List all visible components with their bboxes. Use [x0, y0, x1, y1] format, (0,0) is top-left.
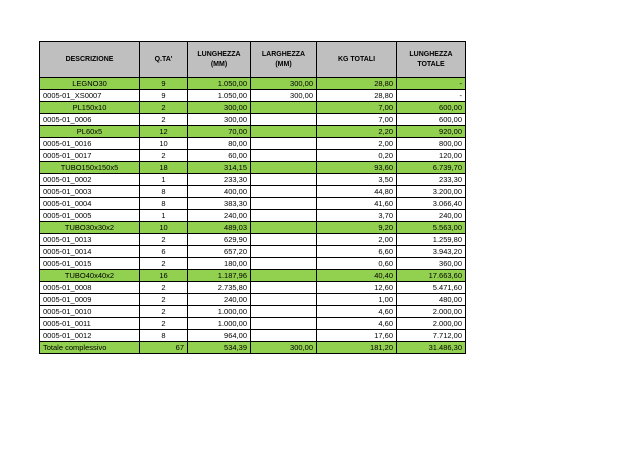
kg-totali-cell: 12,60: [317, 282, 397, 294]
kg-totali-cell: 3,70: [317, 210, 397, 222]
quantita-cell: 2: [140, 150, 188, 162]
quantita-cell: 2: [140, 306, 188, 318]
larghezza-cell: 300,00: [251, 342, 317, 354]
lunghezza-cell: 1.050,00: [188, 78, 251, 90]
kg-totali-cell: 28,80: [317, 78, 397, 90]
group-row: [40, 162, 466, 174]
lunghezza-cell: 534,39: [188, 342, 251, 354]
quantita-cell: 2: [140, 114, 188, 126]
lunghezza-cell: 233,30: [188, 174, 251, 186]
lunghezza-totale-cell: 5.471,60: [397, 282, 466, 294]
descrizione-cell: 0005-01_0010: [40, 306, 140, 318]
kg-totali-cell: 93,60: [317, 162, 397, 174]
descrizione-cell: TUBO150x150x5: [40, 162, 140, 174]
descrizione-cell: 0005-01_0011: [40, 318, 140, 330]
quantita-cell: 2: [140, 234, 188, 246]
quantita-cell: 67: [140, 342, 188, 354]
lunghezza-totale-cell: 920,00: [397, 126, 466, 138]
quantita-cell: 10: [140, 222, 188, 234]
descrizione-cell: 0005-01_0014: [40, 246, 140, 258]
table-row: [40, 306, 466, 318]
quantita-cell: 12: [140, 126, 188, 138]
quantita-cell: 9: [140, 90, 188, 102]
kg-totali-cell: 4,60: [317, 318, 397, 330]
descrizione-cell: TUBO30x30x2: [40, 222, 140, 234]
kg-totali-cell: 181,20: [317, 342, 397, 354]
kg-totali-cell: 1,00: [317, 294, 397, 306]
quantita-cell: 2: [140, 102, 188, 114]
larghezza-cell: 300,00: [251, 78, 317, 90]
lunghezza-totale-cell: 3.066,40: [397, 198, 466, 210]
kg-totali-cell: 44,80: [317, 186, 397, 198]
group-row: [40, 78, 466, 90]
lunghezza-totale-cell: 360,00: [397, 258, 466, 270]
descrizione-cell: 0005-01_0003: [40, 186, 140, 198]
group-row: [40, 222, 466, 234]
larghezza-cell: [251, 318, 317, 330]
larghezza-cell: [251, 270, 317, 282]
lunghezza-totale-cell: 31.486,30: [397, 342, 466, 354]
lunghezza-totale-cell: 6.739,70: [397, 162, 466, 174]
quantita-cell: 2: [140, 318, 188, 330]
table-row: [40, 258, 466, 270]
lunghezza-cell: 1.050,00: [188, 90, 251, 102]
header-lunghezza-totale: LUNGHEZZA TOTALE: [397, 42, 466, 78]
lunghezza-cell: 314,15: [188, 162, 251, 174]
quantita-cell: 9: [140, 78, 188, 90]
lunghezza-totale-cell: 2.000,00: [397, 306, 466, 318]
lunghezza-totale-cell: 800,00: [397, 138, 466, 150]
kg-totali-cell: 3,50: [317, 174, 397, 186]
lunghezza-totale-cell: 2.000,00: [397, 318, 466, 330]
header-larghezza: LARGHEZZA (MM): [251, 42, 317, 78]
group-row: [40, 126, 466, 138]
descrizione-cell: 0005-01_0012: [40, 330, 140, 342]
table-row: [40, 294, 466, 306]
quantita-cell: 8: [140, 198, 188, 210]
descrizione-cell: 0005-01_XS0007: [40, 90, 140, 102]
kg-totali-cell: 40,40: [317, 270, 397, 282]
descrizione-cell: 0005-01_0015: [40, 258, 140, 270]
table-row: [40, 174, 466, 186]
larghezza-cell: [251, 114, 317, 126]
table-row: [40, 282, 466, 294]
lunghezza-cell: 629,90: [188, 234, 251, 246]
kg-totali-cell: 9,20: [317, 222, 397, 234]
lunghezza-cell: 240,00: [188, 210, 251, 222]
descrizione-cell: 0005-01_0016: [40, 138, 140, 150]
descrizione-cell: 0005-01_0004: [40, 198, 140, 210]
quantita-cell: 8: [140, 330, 188, 342]
summary-table: [39, 41, 466, 354]
lunghezza-cell: 1.000,00: [188, 318, 251, 330]
larghezza-cell: [251, 222, 317, 234]
kg-totali-cell: 28,80: [317, 90, 397, 102]
total-row: [40, 342, 466, 354]
quantita-cell: 18: [140, 162, 188, 174]
quantita-cell: 6: [140, 246, 188, 258]
lunghezza-totale-cell: 120,00: [397, 150, 466, 162]
lunghezza-totale-cell: 600,00: [397, 102, 466, 114]
kg-totali-cell: 17,60: [317, 330, 397, 342]
kg-totali-cell: 6,60: [317, 246, 397, 258]
header-kg-totali: KG TOTALI: [317, 42, 397, 78]
quantita-cell: 16: [140, 270, 188, 282]
header-lunghezza: LUNGHEZZA (MM): [188, 42, 251, 78]
lunghezza-cell: 1.187,96: [188, 270, 251, 282]
lunghezza-totale-cell: 5.563,00: [397, 222, 466, 234]
group-row: [40, 102, 466, 114]
quantita-cell: 1: [140, 174, 188, 186]
header-row: [40, 42, 466, 78]
larghezza-cell: [251, 294, 317, 306]
larghezza-cell: [251, 102, 317, 114]
lunghezza-cell: 70,00: [188, 126, 251, 138]
table-row: [40, 138, 466, 150]
larghezza-cell: [251, 162, 317, 174]
kg-totali-cell: 0,20: [317, 150, 397, 162]
table-row: [40, 114, 466, 126]
lunghezza-cell: 964,00: [188, 330, 251, 342]
larghezza-cell: [251, 138, 317, 150]
larghezza-cell: [251, 258, 317, 270]
group-row: [40, 270, 466, 282]
table-row: [40, 246, 466, 258]
table-row: [40, 90, 466, 102]
quantita-cell: 2: [140, 294, 188, 306]
lunghezza-totale-cell: 17.663,60: [397, 270, 466, 282]
descrizione-cell: PL150x10: [40, 102, 140, 114]
lunghezza-totale-cell: 3.943,20: [397, 246, 466, 258]
lunghezza-cell: 240,00: [188, 294, 251, 306]
quantita-cell: 2: [140, 258, 188, 270]
quantita-cell: 10: [140, 138, 188, 150]
larghezza-cell: [251, 126, 317, 138]
lunghezza-totale-cell: 7.712,00: [397, 330, 466, 342]
lunghezza-cell: 300,00: [188, 114, 251, 126]
lunghezza-cell: 400,00: [188, 186, 251, 198]
lunghezza-cell: 2.735,80: [188, 282, 251, 294]
larghezza-cell: [251, 282, 317, 294]
lunghezza-totale-cell: 240,00: [397, 210, 466, 222]
descrizione-cell: 0005-01_0013: [40, 234, 140, 246]
table-row: [40, 198, 466, 210]
descrizione-cell: 0005-01_0005: [40, 210, 140, 222]
kg-totali-cell: 4,60: [317, 306, 397, 318]
larghezza-cell: [251, 198, 317, 210]
quantita-cell: 2: [140, 282, 188, 294]
descrizione-cell: 0005-01_0008: [40, 282, 140, 294]
larghezza-cell: [251, 150, 317, 162]
larghezza-cell: [251, 306, 317, 318]
larghezza-cell: [251, 234, 317, 246]
larghezza-cell: [251, 246, 317, 258]
lunghezza-totale-cell: 600,00: [397, 114, 466, 126]
descrizione-cell: PL60x5: [40, 126, 140, 138]
lunghezza-totale-cell: -: [397, 78, 466, 90]
lunghezza-cell: 80,00: [188, 138, 251, 150]
descrizione-cell: 0005-01_0006: [40, 114, 140, 126]
kg-totali-cell: 2,00: [317, 234, 397, 246]
quantita-cell: 8: [140, 186, 188, 198]
lunghezza-cell: 657,20: [188, 246, 251, 258]
quantita-cell: 1: [140, 210, 188, 222]
kg-totali-cell: 2,20: [317, 126, 397, 138]
descrizione-cell: 0005-01_0017: [40, 150, 140, 162]
descrizione-cell: Totale complessivo: [40, 342, 140, 354]
larghezza-cell: 300,00: [251, 90, 317, 102]
larghezza-cell: [251, 330, 317, 342]
larghezza-cell: [251, 186, 317, 198]
table-row: [40, 210, 466, 222]
lunghezza-cell: 1.000,00: [188, 306, 251, 318]
kg-totali-cell: 7,00: [317, 102, 397, 114]
lunghezza-totale-cell: -: [397, 90, 466, 102]
table-row: [40, 330, 466, 342]
lunghezza-totale-cell: 1.259,80: [397, 234, 466, 246]
larghezza-cell: [251, 210, 317, 222]
kg-totali-cell: 41,60: [317, 198, 397, 210]
table-body: [40, 78, 466, 354]
table-row: [40, 150, 466, 162]
lunghezza-totale-cell: 480,00: [397, 294, 466, 306]
lunghezza-cell: 383,30: [188, 198, 251, 210]
lunghezza-totale-cell: 233,30: [397, 174, 466, 186]
lunghezza-cell: 300,00: [188, 102, 251, 114]
descrizione-cell: 0005-01_0009: [40, 294, 140, 306]
table-row: [40, 234, 466, 246]
table-row: [40, 186, 466, 198]
lunghezza-cell: 60,00: [188, 150, 251, 162]
kg-totali-cell: 0,60: [317, 258, 397, 270]
kg-totali-cell: 7,00: [317, 114, 397, 126]
larghezza-cell: [251, 174, 317, 186]
descrizione-cell: 0005-01_0002: [40, 174, 140, 186]
kg-totali-cell: 2,00: [317, 138, 397, 150]
descrizione-cell: TUBO40x40x2: [40, 270, 140, 282]
lunghezza-totale-cell: 3.200,00: [397, 186, 466, 198]
lunghezza-cell: 180,00: [188, 258, 251, 270]
header-quantita: Q.TA': [140, 42, 188, 78]
table-row: [40, 318, 466, 330]
descrizione-cell: LEGNO30: [40, 78, 140, 90]
lunghezza-cell: 489,03: [188, 222, 251, 234]
header-descrizione: DESCRIZIONE: [40, 42, 140, 78]
